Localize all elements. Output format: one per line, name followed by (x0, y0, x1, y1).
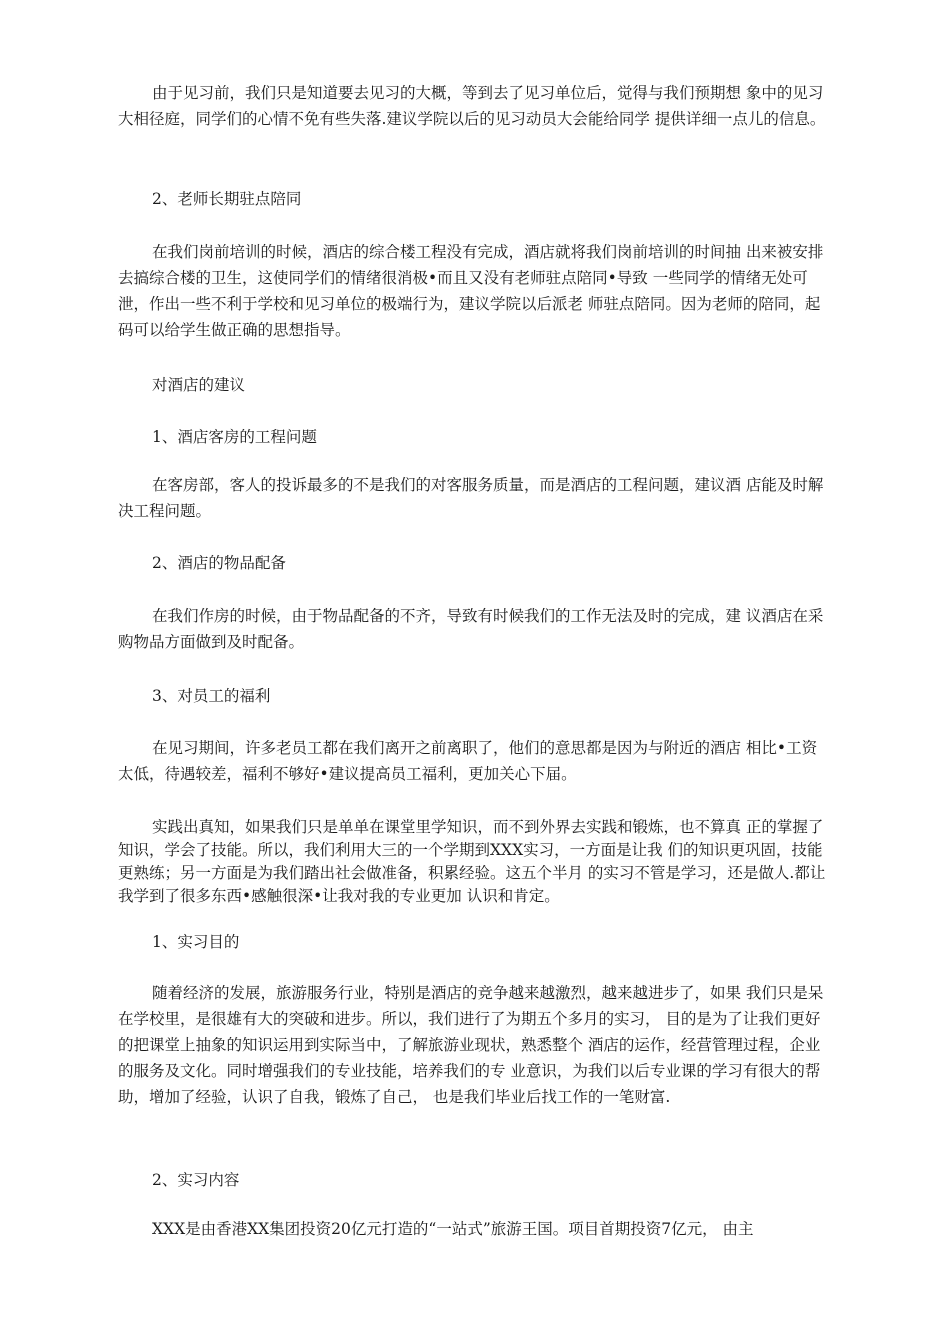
heading-room-engineering: 1、酒店客房的工程问题 (152, 428, 317, 446)
heading-supplies: 2、酒店的物品配备 (152, 554, 286, 572)
heading-internship-purpose: 1、实习目的 (152, 933, 240, 951)
heading-teacher-accompany: 2、老师长期驻点陪同 (152, 190, 302, 208)
heading-employee-welfare: 3、对员工的福利 (152, 687, 271, 705)
paragraph-6: 实践出真知，如果我们只是单单在课堂里学知识，而不到外界去实践和锻炼，也不算真 正的掌握了知识，学会了技能。所以，我们利用大三的一个学期到XXX实习，一方面是让我 们的知识更巩固，技能更熟练；另一方面是为我们踏出社会做准备，积累经验。这五个半月 的实习不管是学习，还是做人.都让我学到了很多东西•感触很深•让我对我的专业更加 认识和肯定。 (118, 818, 826, 905)
paragraph-5: 在见习期间，许多老员工都在我们离开之前离职了，他们的意思都是因为与附近的酒店 相比•工资太低，待遇较差，福利不够好•建议提高员工福利，更加关心下届。 (118, 739, 818, 783)
paragraph-4: 在我们作房的时候，由于物品配备的不齐，导致有时候我们的工作无法及时的完成，建 议酒店在采购物品方面做到及时配备。 (118, 607, 824, 651)
heading-internship-content: 2、实习内容 (152, 1171, 240, 1189)
paragraph-8: XXX是由香港XX集团投资20亿元打造的“一站式”旅游王国。项目首期投资7亿元， 由主 (152, 1220, 754, 1238)
paragraph-1: 由于见习前，我们只是知道要去见习的大概，等到去了见习单位后，觉得与我们预期想 象中的见习大相径庭，同学们的心情不免有些失落.建议学院以后的见习动员大会能给同学 提供详细一点儿的信息。 (118, 84, 826, 128)
heading-hotel-suggestions: 对酒店的建议 (152, 376, 246, 394)
paragraph-3: 在客房部，客人的投诉最多的不是我们的对客服务质量，而是酒店的工程问题，建议酒 店能及时解决工程问题。 (118, 476, 824, 520)
paragraph-7: 随着经济的发展，旅游服务行业，特别是酒店的竞争越来越激烈，越来越进步了，如果 我们只是呆在学校里，是很雄有大的突破和进步。所以，我们进行了为期五个多月的实习， 目的是为了让我们更好的把课堂上抽象的知识运用到实际当中，了解旅游业现状，熟悉整个 酒店的运作，经营管理过程，企业的服务及文化。同时增强我们的专业技能，培养我们的专 业意识，为我们以后专业课的学习有很大的帮助，增加了经验，认识了自我，锻炼了自己， 也是我们毕业后找工作的一笔财富. (118, 984, 824, 1106)
paragraph-2: 在我们岗前培训的时候，酒店的综合楼工程没有完成，酒店就将我们岗前培训的时间抽 出来被安排去搞综合楼的卫生，这使同学们的情绪很消极•而且又没有老师驻点陪同•导致 一些同学的情绪无处可泄，作出一些不利于学校和见习单位的极端行为，建议学院以后派老 师驻点陪同。因为老师的陪同，起码可以给学生做正确的思想指导。 (118, 243, 824, 339)
